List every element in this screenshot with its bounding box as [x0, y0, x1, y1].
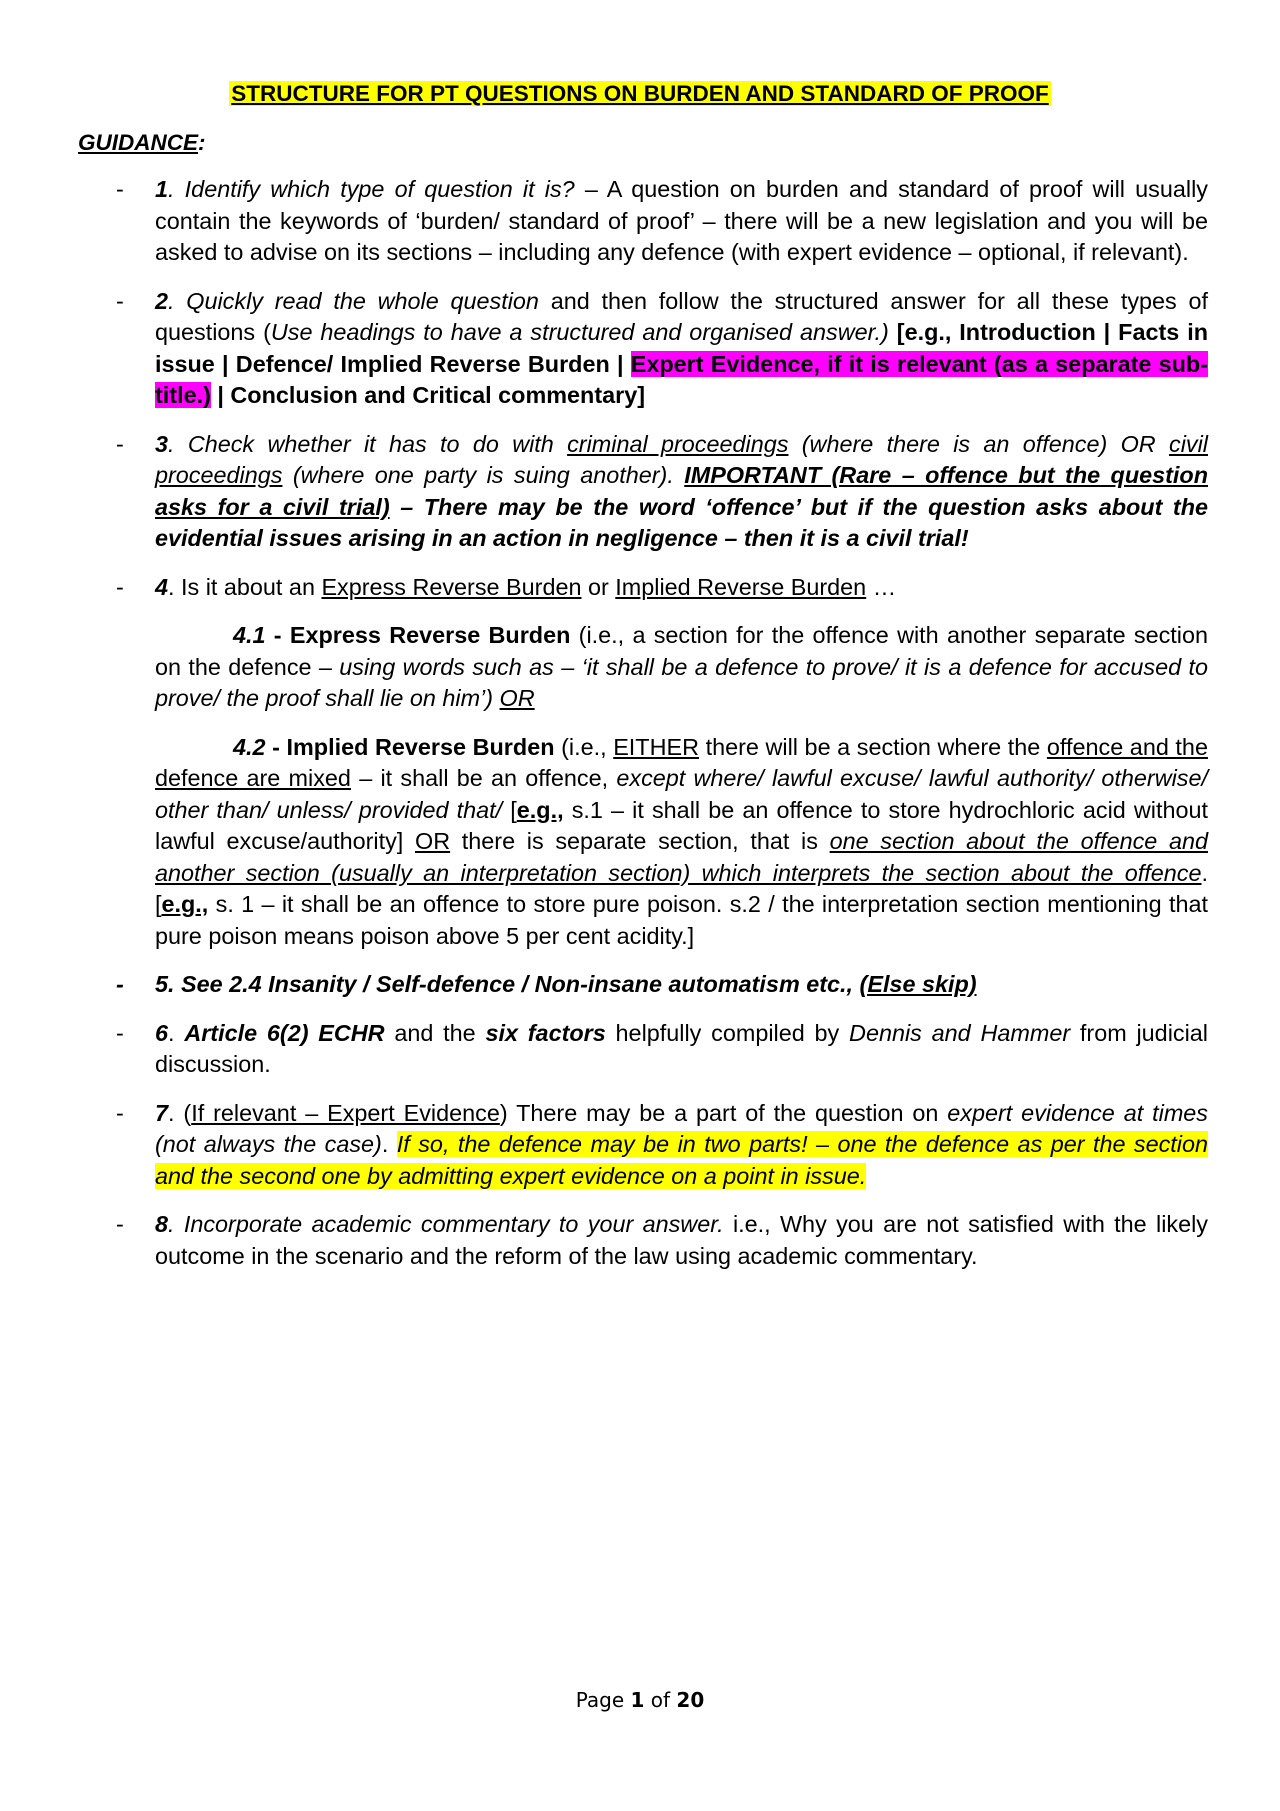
bullet-dash: - — [116, 1019, 124, 1046]
bullet-dash: - — [116, 430, 124, 457]
list-item-4 — [78, 572, 1208, 604]
bullet-dash: - — [116, 1211, 124, 1237]
bullet-dash: - — [116, 1099, 124, 1126]
list-item-7 — [78, 1098, 1208, 1193]
item-text: 5. See 2.4 Insanity / Self-defence / Non-insane automatism etc., (Else skip) — [155, 971, 977, 997]
list-item-3 — [78, 429, 1208, 555]
document-title: STRUCTURE FOR PT QUESTIONS ON BURDEN AND STANDARD OF PROOF — [231, 81, 1049, 106]
item-text: 2. Quickly read the whole question and then follow the structured answer for all these types of questions (Use headings to have a structured and organised answer.) [e.g., Introduction | Facts in issue | Defence/ Implied Reverse Burden | Expert Evidence, if it is relevant (as a separate sub-title.) | Conclusion and Critical commentary] — [155, 287, 1209, 408]
list-item-8 — [78, 1209, 1208, 1272]
item-text: 8. Incorporate academic commentary to your answer. i.e., Why you are not satisfied with the likely outcome in the scenario and the reform of the law using academic commentary. — [155, 1211, 1208, 1269]
list-item-1 — [78, 174, 1208, 269]
bullet-dash: - — [116, 287, 124, 314]
bullet-dash: - — [116, 971, 124, 997]
bullet-dash: - — [116, 573, 124, 600]
item-text: 3. Check whether it has to do with criminal proceedings (where there is an offence) OR civil proceedings (where one party is suing another). IMPORTANT (Rare – offence but the question asks for a civil trial) – There may be the word ‘offence’ but if the question asks about the evidential issues arising in an action in negligence – then it is a civil trial! — [155, 430, 1209, 551]
item-text: 4. Is it about an Express Reverse Burden or Implied Reverse Burden … — [155, 573, 897, 600]
guidance-heading: GUIDANCE: — [78, 130, 206, 155]
highlight-yellow: If so, the defence may be in two parts! – one the defence as per the section and the second one by admitting expert evidence on a point in issue. — [155, 1131, 1209, 1189]
sub-item-4-1: 4.1 - Express Reverse Burden (i.e., a section for the offence with another separate section on the defence – using words such as – ‘it shall be a defence to prove/ it is a defence for accused to prove/ the proof shall lie on him’) OR — [155, 622, 1208, 711]
bullet-dash: - — [116, 176, 124, 202]
item-text: 6. Article 6(2) ECHR and the six factors helpfully compiled by Dennis and Hammer from judicial discussion. — [155, 1019, 1208, 1077]
item-text: 7. (If relevant – Expert Evidence) There may be a part of the question on expert evidence at times (not always the case). If so, the defence may be in two parts! – one the defence as per the section and the second one by admitting expert evidence on a point in issue. — [155, 1099, 1209, 1189]
list-item-2 — [78, 286, 1208, 412]
item-text: 1. Identify which type of question it is? – A question on burden and standard of proof will usually contain the keywords of ‘burden/ standard of proof’ – there will be a new legislation and you will be asked to advise on its sections – including any defence (with expert evidence – optional, if relevant). — [155, 176, 1208, 265]
page-footer: Page 1 of 20 — [575, 1688, 705, 1712]
guidance-list — [78, 174, 1208, 1289]
sub-item-4-2: 4.2 - Implied Reverse Burden (i.e., EITHER there will be a section where the offence and the defence are mixed – it shall be an offence, except where/ lawful excuse/ lawful authority/ otherwise/ other than/ unless/ provided that/ [e.g., s.1 – it shall be an offence to store hydrochloric acid without lawful excuse/authority] OR there is separate section, that is one section about the offence and another section (usually an interpretation section) which interprets the section about the offence. [e.g., s. 1 – it shall be an offence to store pure poison. s.2 / the interpretation section mentioning that pure poison means poison above 5 per cent acidity.] — [155, 733, 1209, 949]
highlight-magenta: Expert Evidence, if it is relevant (as a separate sub-title.) — [155, 350, 1208, 408]
list-item-5 — [78, 969, 1208, 1001]
list-item-6 — [78, 1018, 1208, 1081]
